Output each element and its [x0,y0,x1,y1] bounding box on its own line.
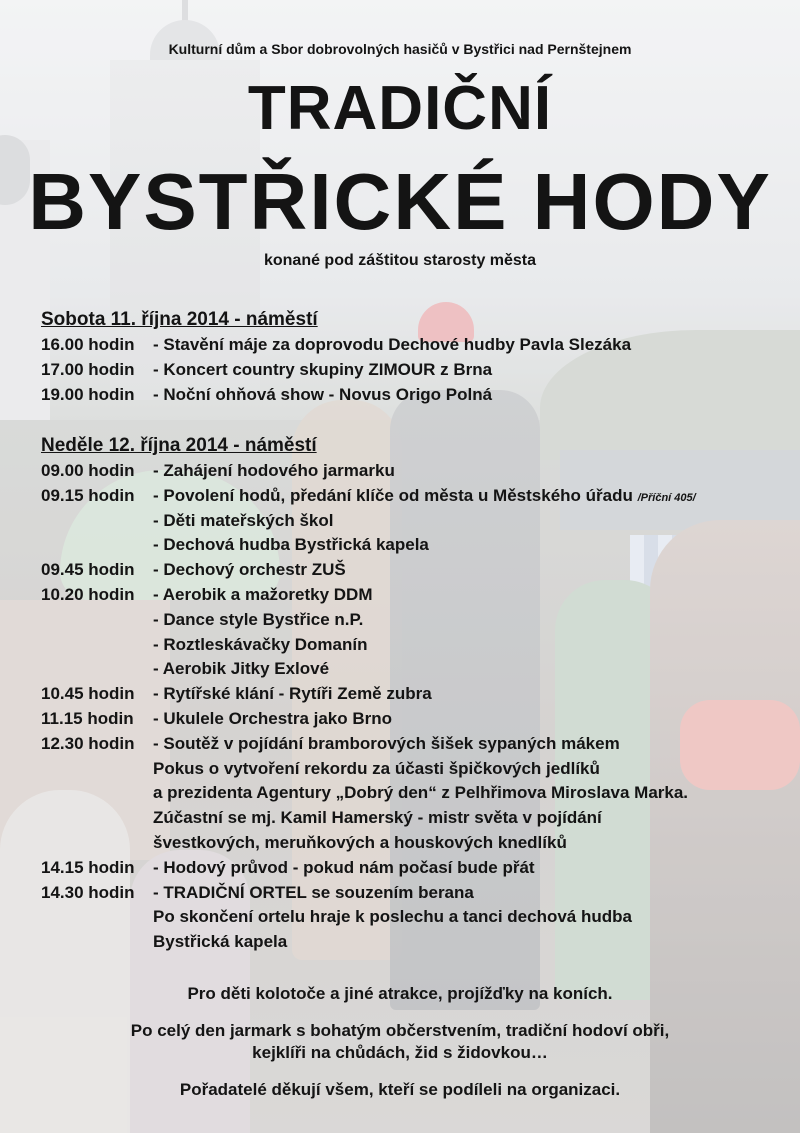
market-line-1: Po celý den jarmark s bohatým občerstvením, tradiční hodoví obři, [130,1021,670,1040]
sunday-schedule [41,459,786,955]
schedule-description: - Ukulele Orchestra jako Brno [153,708,393,728]
schedule-description: - Dechová hudba Bystřická kapela [153,535,429,555]
schedule-row [41,333,786,358]
thanks: Pořadatelé děkují všem, kteří se podíleli na organizaci. [179,1080,621,1099]
schedule-row [41,781,786,806]
sunday-heading: Neděle 12. října 2014 - náměstí [41,435,317,456]
schedule-description: - TRADIČNÍ ORTEL se souzením berana [153,882,474,902]
schedule-note: /Příční 405/ [637,491,696,504]
schedule-row [41,831,786,856]
schedule-time: 14.15 hodin [41,857,135,877]
schedule-description: - Rytířské klání - Rytíři Země zubra [153,684,432,704]
schedule-row [41,509,786,534]
schedule-description: - Noční ohňová show - Novus Origo Polná [153,384,493,404]
schedule-row [41,930,786,955]
schedule-time: 09.45 hodin [41,560,135,580]
schedule-time: 19.00 hodin [41,384,135,404]
schedule-description: Pokus o vytvoření rekordu za účasti špičkových jedlíků [153,758,600,778]
organizers: Kulturní dům a Sbor dobrovolných hasičů v Bystřici nad Pernštejnem [168,41,632,57]
schedule-description: - Stavění máje za doprovodu Dechové hudby Pavla Slezáka [153,335,632,354]
schedule-row [41,732,786,757]
schedule-time: 14.30 hodin [41,882,135,902]
title-line-2: BYSTŘICKÉ HODY [28,157,772,246]
schedule-row [41,533,786,558]
schedule-description: - Dance style Bystřice n.P. [153,609,364,629]
schedule-description: - Zahájení hodového jarmarku [153,461,395,480]
schedule-row [41,383,786,408]
schedule-row [41,707,786,732]
saturday-schedule [41,333,786,407]
schedule-description: Bystřická kapela [153,932,288,952]
schedule-description: - Koncert country skupiny ZIMOUR z Brna [153,359,493,379]
schedule-description: - Dechový orchestr ZUŠ [153,560,346,580]
schedule-description: - Povolení hodů, předání klíče od města u Městského úřadu [153,485,633,505]
schedule-row [41,358,786,383]
schedule-time: 09.15 hodin [41,485,135,505]
schedule-description: - Aerobik a mažoretky DDM [153,584,373,604]
schedule-row [41,558,786,583]
schedule-row [41,633,786,658]
schedule-time: 12.30 hodin [41,733,135,753]
schedule-row [41,608,786,633]
saturday-heading: Sobota 11. října 2014 - náměstí [41,309,318,330]
schedule-time: 10.20 hodin [41,584,135,604]
schedule-description: - Aerobik Jitky Exlové [153,659,330,679]
schedule-description: - Děti mateřských škol [153,510,334,530]
schedule-description: - Roztleskávačky Domanín [153,634,368,654]
schedule-description: - Soutěž v pojídání bramborových šišek sypaných mákem [153,733,620,753]
schedule-row [41,682,786,707]
schedule-row [41,583,786,608]
schedule-description: Po skončení ortelu hraje k poslechu a tanci dechová hudba [153,907,632,927]
market-line-2: kejklíři na chůdách, žid s židovkou… [252,1043,548,1062]
schedule-time: 16.00 hodin [41,335,135,354]
schedule-time: 17.00 hodin [41,359,135,379]
schedule-row [41,881,786,906]
schedule-time: 09.00 hodin [41,461,135,480]
schedule-description: Zúčastní se mj. Kamil Hamerský - mistr světa v pojídání [153,808,602,828]
schedule-row [41,905,786,930]
schedule-row [41,757,786,782]
schedule-row [41,806,786,831]
schedule-time: 11.15 hodin [41,708,134,728]
schedule-row [41,657,786,682]
subtitle: konané pod záštitou starosty města [263,252,537,269]
schedule-row [41,856,786,881]
schedule-row [41,459,786,484]
schedule-description: a prezidenta Agentury „Dobrý den“ z Pelhřimova Miroslava Marka. [153,783,689,803]
schedule-time: 10.45 hodin [41,684,135,704]
kids-attractions: Pro děti kolotoče a jiné atrakce, projížďky na koních. [187,984,613,1003]
schedule-description: švestkových, meruňkových a houskových knedlíků [153,832,567,852]
schedule-description: - Hodový průvod - pokud nám počasí bude přát [153,857,535,877]
title-line-1: TRADIČNÍ [247,74,553,143]
schedule-row [41,484,786,509]
